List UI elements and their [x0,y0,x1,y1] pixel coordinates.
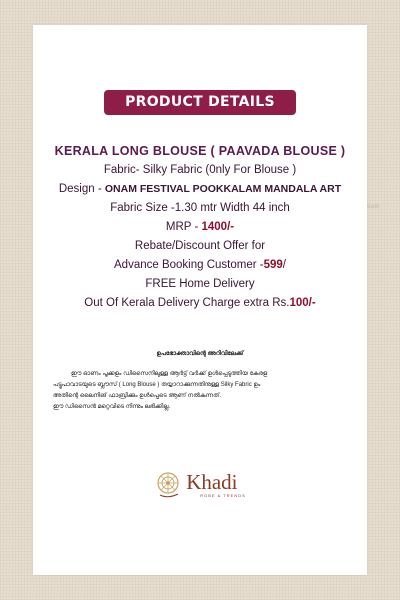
product-card [33,25,367,575]
brand-tagline: ROBE & TRENDS [200,492,246,498]
product-details-badge: PRODUCT DETAILS [104,90,296,115]
brand-name: Khadi [186,469,238,494]
product-details [33,142,367,313]
outside-prefix: Out Of Kerala Delivery Charge extra Rs. [84,297,290,309]
notice-paragraph [33,369,367,413]
outside-delivery-line [33,294,367,313]
design-prefix: Design - [58,183,105,195]
rebate-line-2 [33,256,367,275]
notice-line-2: പട്ടുപാവാടയുടെ ബ്ലൗസ് ( Long Blouse ) തയ്യാറാക്കുന്നതിനുള്ള Silky Fabric ഉം [53,382,261,388]
rebate-suffix: / [282,259,286,271]
brand-text [186,471,246,498]
rebate-line-1: Rebate/Discount Offer for [134,240,266,252]
product-title: KERALA LONG BLOUSE ( PAAVADA BLOUSE ) [54,144,346,158]
brand-logo [33,468,367,500]
rebate-prefix: Advance Booking Customer - [114,259,264,271]
customer-notice [33,351,367,413]
size-line: Fabric Size -1.30 mtr Width 44 inch [110,202,290,214]
notice-heading: ഉപഭോക്താവിന്റെ അറിവിലേക്ക് [156,351,244,357]
design-value: ONAM FESTIVAL POOKKALAM MANDALA ART [104,183,342,195]
free-delivery-line: FREE Home Delivery [145,278,255,290]
notice-line-1-text: ഈ ഓണം പൂക്കളം ഡിസൈനിലുള്ള ആർട്ട് വർക്ക് ഉൾപ്പെടുത്തിയ കേരള [71,371,268,377]
fabric-line: Fabric- Silky Fabric (0nly For Blouse ) [103,164,297,176]
rebate-value: 599 [263,259,283,271]
mrp-value: 1400/- [201,221,235,233]
watermark-text: sum [367,204,380,210]
design-line [33,180,367,199]
notice-line-4: ഈ ഡിസൈൻ മറ്റെവിടെ നിന്നും ലഭിക്കില്ല. [53,404,170,410]
badge-wrap [33,90,367,115]
brand-logo-inner [154,468,246,500]
mrp-line [33,218,367,237]
notice-line-1 [53,369,347,380]
notice-line-3: അതിന്റെ ലൈനിങ് ഫാബ്രിക്കും ഉൾപ്പെടെ ആണ് നൽകുന്നത്. [53,393,222,399]
outside-value: 100/- [289,297,316,309]
spinning-wheel-icon [154,468,184,500]
mrp-prefix: MRP - [165,221,202,233]
